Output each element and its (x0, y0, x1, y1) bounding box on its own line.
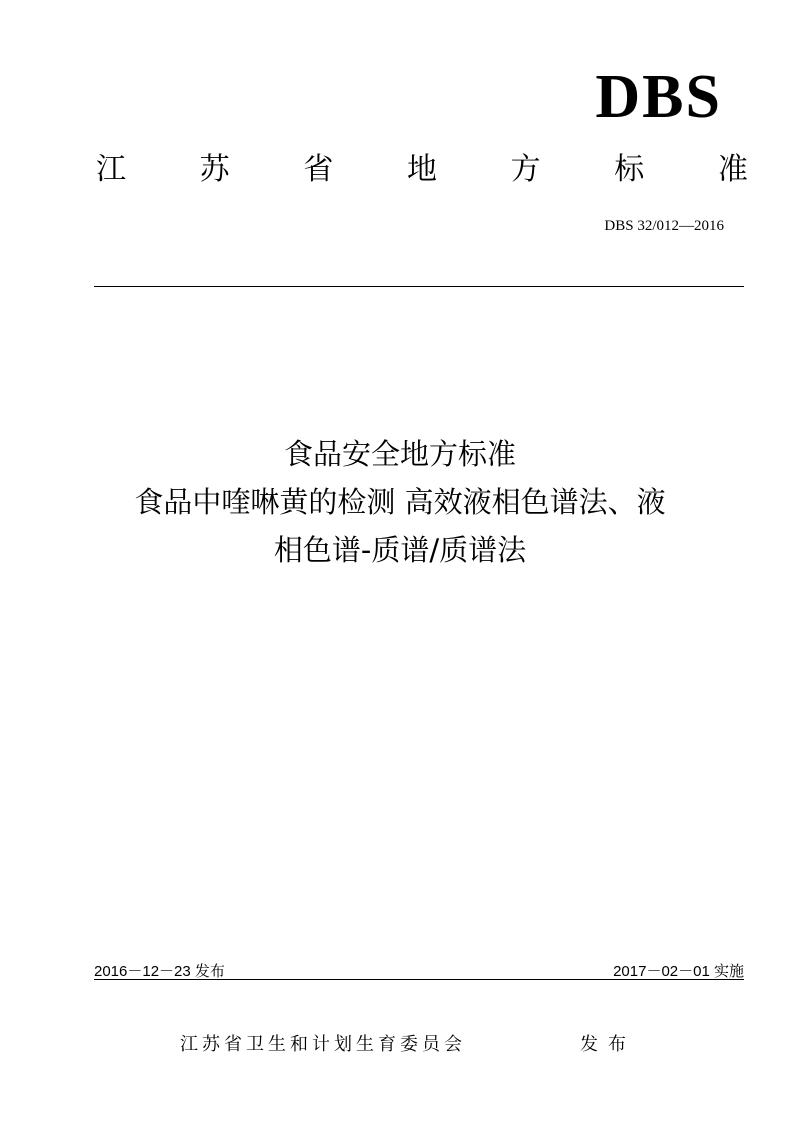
issue-date: 2016－12－23 发布 (94, 963, 225, 980)
standard-type-char: 苏 (199, 152, 230, 187)
publish-label: 发布 (580, 1034, 636, 1055)
header-divider (94, 286, 744, 287)
standard-type-char: 地 (406, 152, 437, 187)
standard-type-heading (96, 152, 748, 188)
title-line-1: 食品安全地方标准 (283, 437, 516, 471)
standard-type-char: 省 (303, 152, 334, 187)
document-title (40, 430, 760, 574)
footer-divider (94, 979, 744, 980)
standard-type-char: 江 (96, 152, 126, 187)
title-line-3: 相色谱-质谱/质谱法 (273, 533, 527, 567)
standard-number: DBS 32/012—2016 (604, 218, 724, 234)
standard-type-char: 方 (510, 152, 541, 187)
implementation-date: 2017－02－01 实施 (613, 963, 744, 980)
dbs-logo: DBS (595, 63, 722, 131)
date-row (94, 960, 744, 978)
title-line-2: 食品中喹啉黄的检测 高效液相色谱法、液 (134, 485, 666, 519)
standard-type-char: 标 (614, 152, 645, 187)
standard-type-char: 准 (717, 152, 748, 187)
issuing-authority: 江苏省卫生和计划生育委员会 (180, 1034, 466, 1055)
